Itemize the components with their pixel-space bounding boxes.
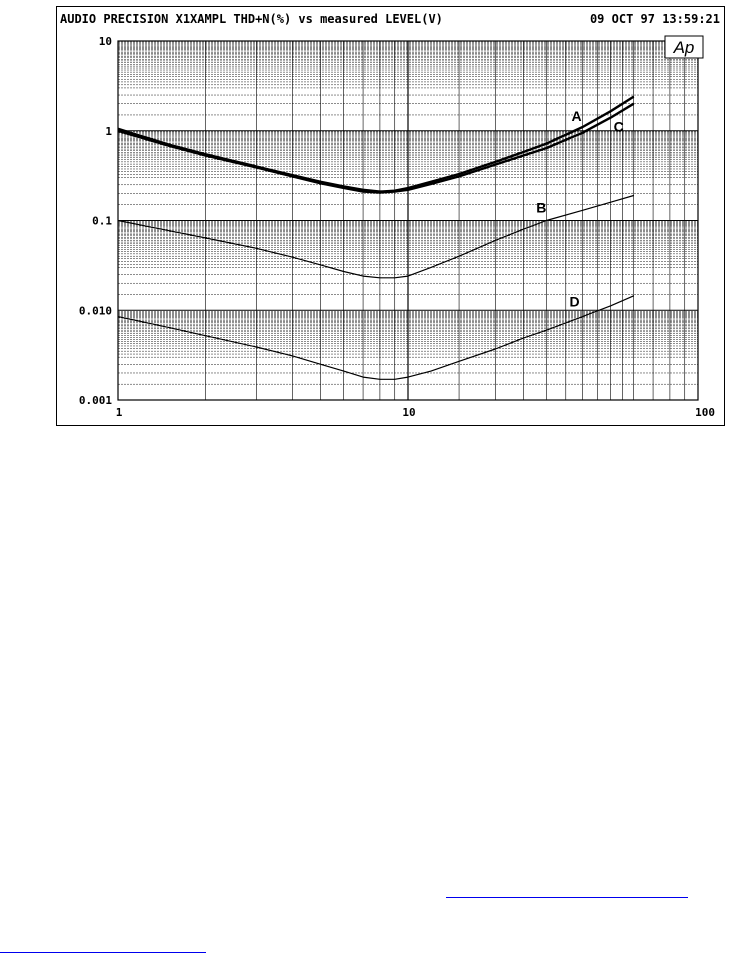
- y-tick-label: 0.010: [78, 304, 112, 318]
- series-label-a: A: [571, 108, 582, 125]
- series-label-b: B: [536, 199, 547, 216]
- series-line-d: [118, 293, 634, 380]
- y-tick-label: 0.001: [78, 394, 112, 407]
- series-label-d: D: [569, 293, 580, 310]
- hyperlink-underline[interactable]: [446, 897, 688, 898]
- chart-timestamp: 09 OCT 97 13:59:21: [589, 12, 720, 26]
- y-tick-label: 0.1: [92, 214, 112, 228]
- series-line-b: [118, 196, 634, 278]
- chart-title: AUDIO PRECISION X1XAMPL THD+N(%) vs measured LEVEL(V): [60, 12, 443, 26]
- x-tick-label: 1: [115, 406, 123, 419]
- y-tick-label: 1: [105, 124, 112, 138]
- y-tick-label: 10: [98, 35, 112, 48]
- logo-layer: [665, 36, 703, 58]
- series-line-c: [118, 104, 634, 193]
- series-layer: [118, 97, 634, 380]
- x-tick-label: 10: [402, 406, 416, 419]
- chart-frame: [56, 6, 725, 426]
- series-label-c: C: [613, 118, 624, 135]
- thd-vs-level-chart: [57, 7, 726, 427]
- grid-layer: [118, 41, 698, 400]
- ap-logo: Ap: [673, 38, 695, 57]
- x-tick-label: 100: [695, 406, 715, 419]
- hyperlink-underline[interactable]: [0, 952, 206, 953]
